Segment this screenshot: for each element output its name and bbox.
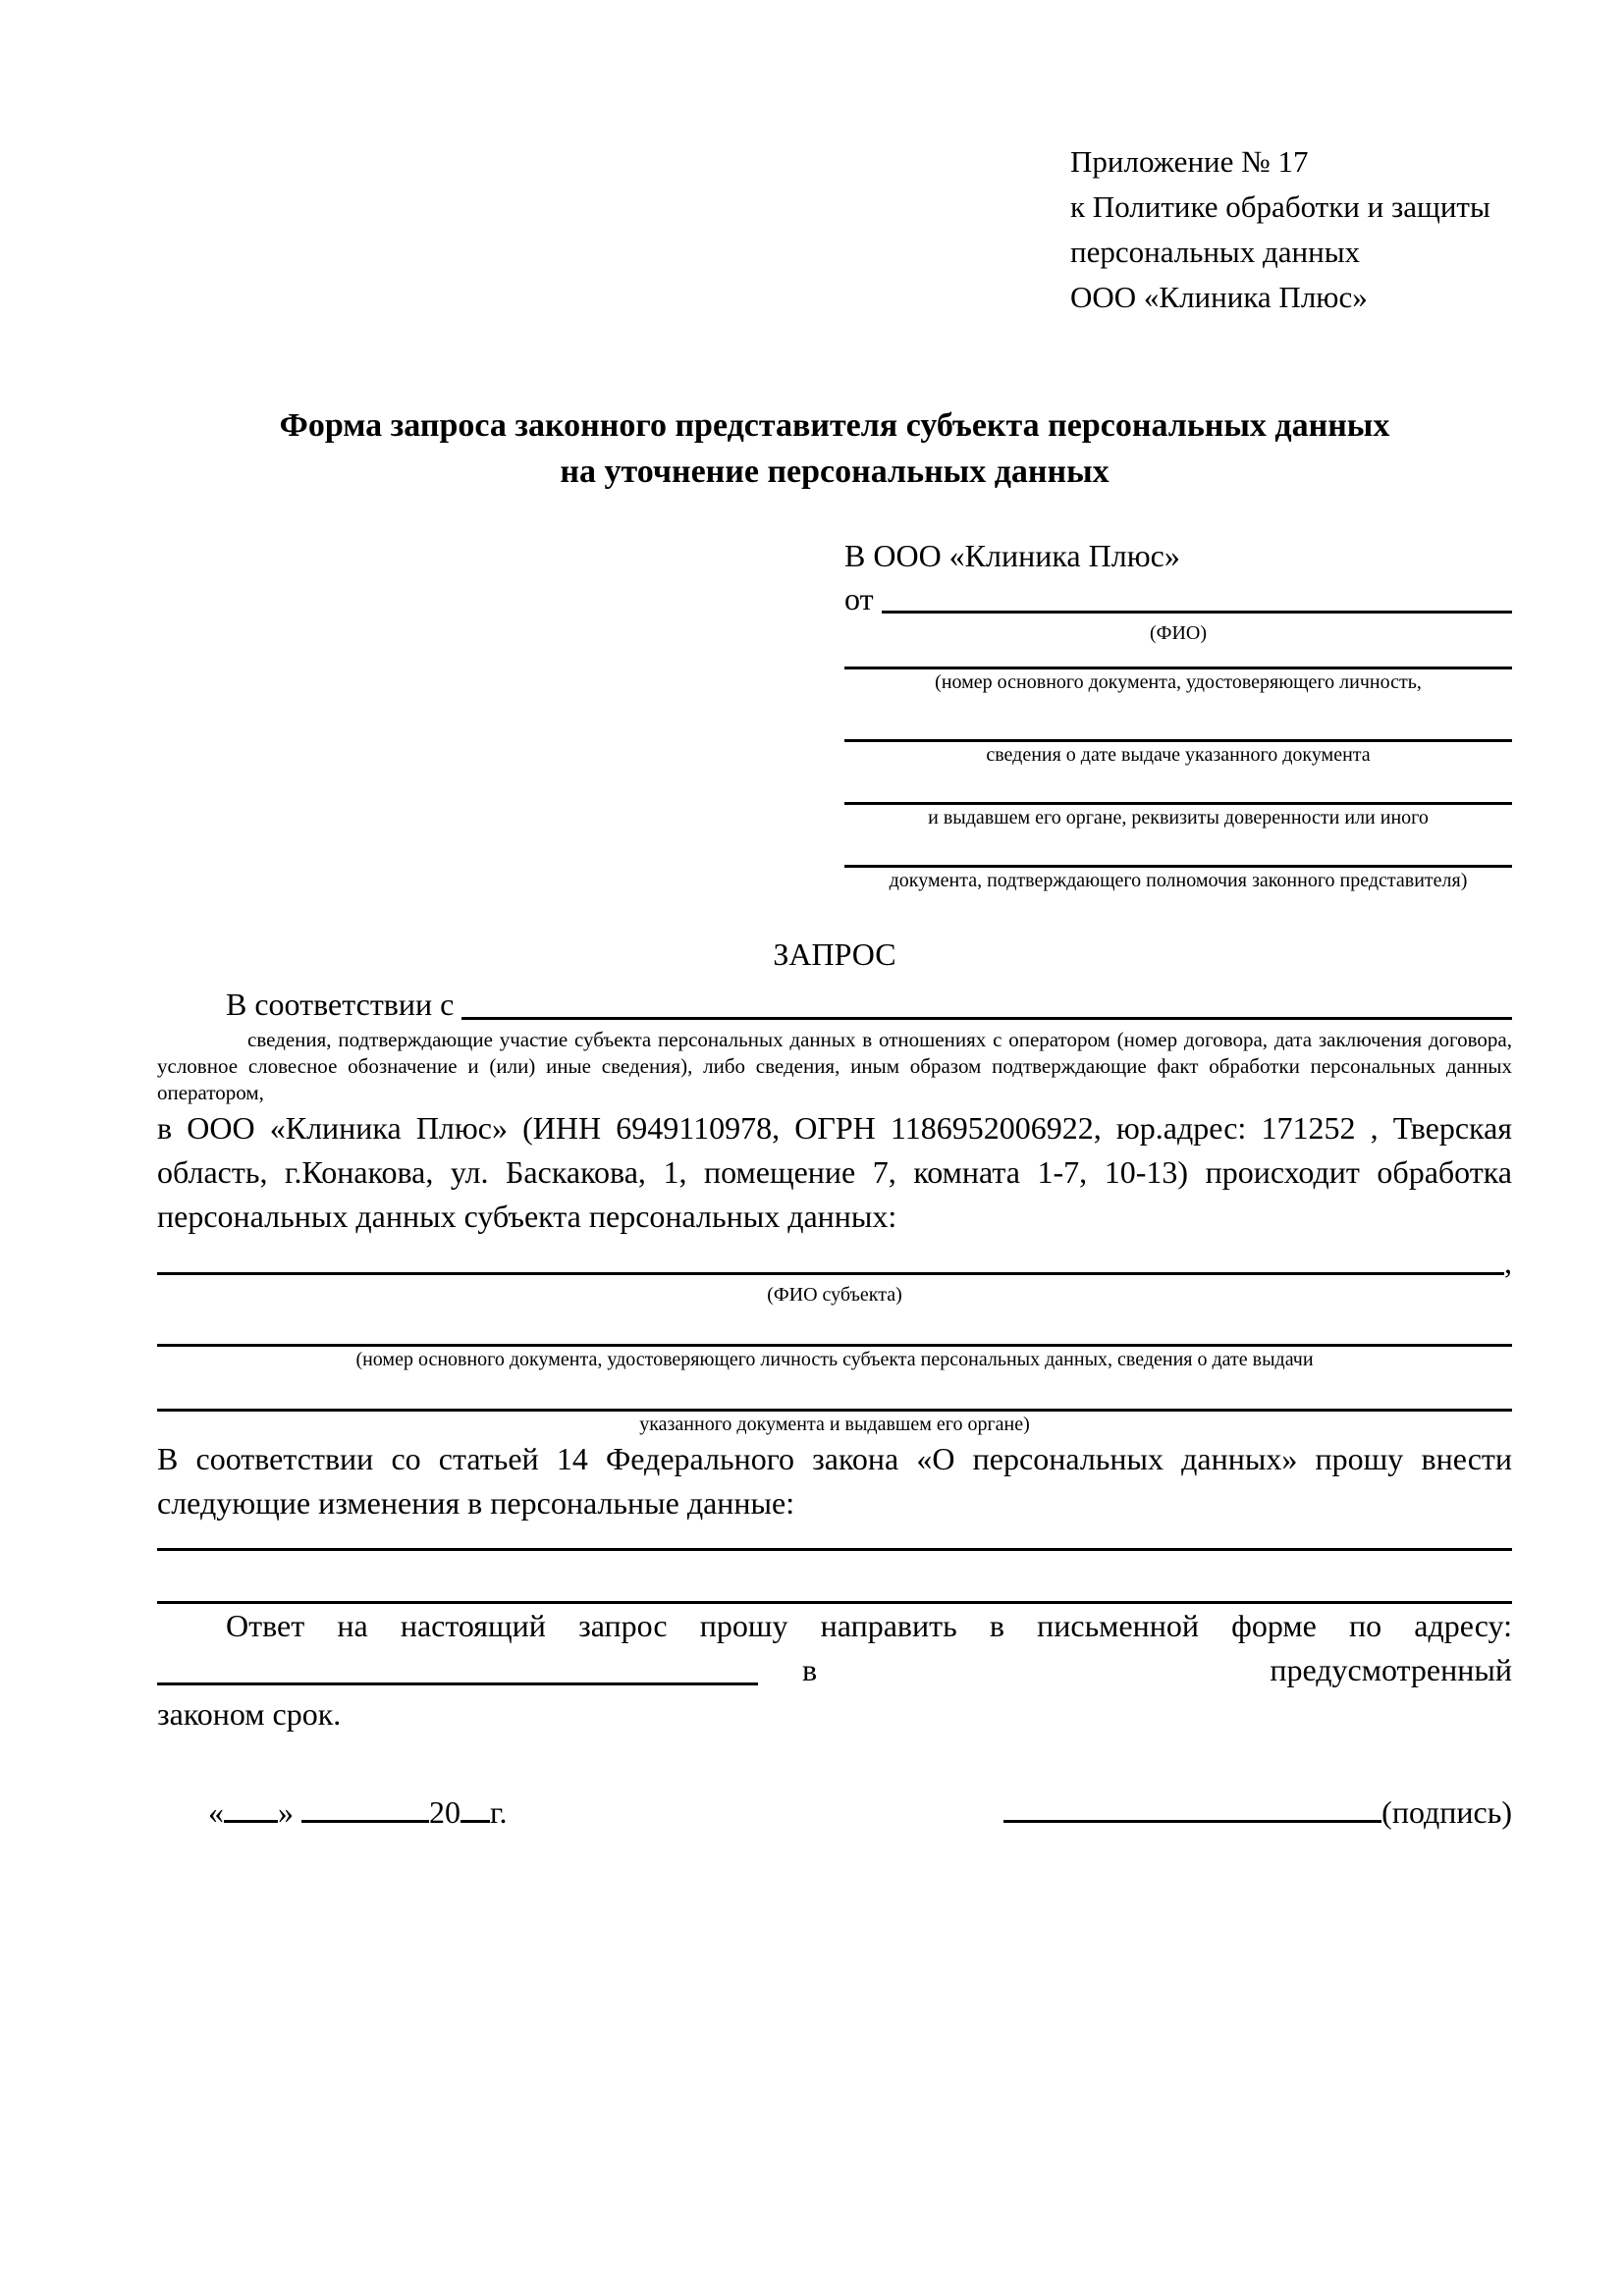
appendix-header-line: Приложение № 17 xyxy=(1070,144,1309,179)
appendix-header-line: ООО «Клиника Плюс» xyxy=(1070,280,1368,314)
changes-blank-line xyxy=(157,1551,1512,1604)
year-prefix: 20 xyxy=(429,1794,460,1830)
representative-doc-blank-line xyxy=(844,646,1512,669)
caption-subject-fio: (ФИО субъекта) xyxy=(767,1284,902,1306)
appendix-header-line: персональных данных xyxy=(1070,235,1361,269)
caption-doc1: (номер основного документа, удостоверяющего личность, xyxy=(935,671,1422,693)
intro-prefix: В соответствии с xyxy=(226,987,462,1022)
day-blank xyxy=(224,1794,278,1823)
intro-row xyxy=(157,983,1512,1027)
response-word-v: в xyxy=(802,1652,818,1687)
appendix-header-line: к Политике обработки и защиты xyxy=(1070,189,1490,224)
caption-subject-doc1: (номер основного документа, удостоверяющего личность субъекта персональных данных, сведения о дате выдачи xyxy=(355,1349,1314,1370)
changes-blank-line xyxy=(157,1525,1512,1551)
subject-fio-row xyxy=(157,1243,1512,1282)
appendix-header xyxy=(1070,139,1512,320)
representative-doc-blank-line xyxy=(844,695,1512,742)
caption-doc3: и выдавшем его органе, реквизиты доверенности или иного xyxy=(928,807,1429,828)
representative-doc-blank-line xyxy=(844,768,1512,805)
footnote-text: сведения, подтверждающие участие субъекта персональных данных в отношениях с оператором (номер договора, дата заключения договора, условное словесное обозначение и (или) иные сведения), либо сведения, иным образом подтверждающие факт обработки персональных данных оператором, xyxy=(157,1028,1512,1104)
response-line1: Ответ на настоящий запрос прошу направить в письменной форме по адресу: xyxy=(226,1608,1512,1643)
caption-doc2: сведения о дате выдаче указанного документа xyxy=(986,744,1371,766)
date-signature-row xyxy=(157,1790,1512,1835)
addressee-from-row xyxy=(844,577,1512,620)
law-paragraph: В соответствии со статьей 14 Федерального закона «О персональных данных» прошу внести следующие изменения в персональные данные: xyxy=(157,1441,1512,1521)
subject-doc-blank-line xyxy=(157,1372,1512,1412)
quote-close: » xyxy=(278,1794,294,1830)
year-blank xyxy=(460,1794,490,1823)
response-end: законом срок. xyxy=(157,1696,342,1732)
address-blank-line xyxy=(157,1682,758,1685)
caption-signature: (подпись) xyxy=(1381,1794,1512,1830)
signature-field xyxy=(1003,1790,1512,1835)
caption-doc4: документа, подтверждающего полномочия законного представителя) xyxy=(889,870,1468,891)
from-label: от xyxy=(844,581,882,616)
representative-doc-blank-line xyxy=(844,830,1512,868)
subject-fio-blank-line xyxy=(157,1272,1504,1275)
subject-doc-blank-line xyxy=(157,1308,1512,1347)
response-address-row xyxy=(157,1648,1512,1692)
basis-blank-line xyxy=(461,1017,1512,1020)
month-blank xyxy=(301,1794,429,1823)
quote-open: « xyxy=(208,1794,224,1830)
request-heading: ЗАПРОС xyxy=(773,936,896,972)
response-word-last: предусмотренный xyxy=(1270,1652,1512,1687)
document-title xyxy=(157,402,1512,495)
document-title-line2: на уточнение персональных данных xyxy=(560,454,1110,490)
from-fio-blank-line xyxy=(882,611,1512,614)
date-field xyxy=(157,1790,508,1835)
addressee-to: В ООО «Клиника Плюс» xyxy=(844,538,1180,573)
document-title-line1: Форма запроса законного представителя субъекта персональных данных xyxy=(279,407,1390,444)
addressee-block xyxy=(844,534,1512,893)
year-suffix: г. xyxy=(490,1794,508,1830)
caption-fio: (ФИО) xyxy=(1149,622,1207,644)
trailing-comma: , xyxy=(1504,1245,1512,1280)
operator-paragraph: в ООО «Клиника Плюс» (ИНН 6949110978, ОГРН 1186952006922, юр.адрес: 171252 , Тверская область, г.Конакова, ул. Баскакова, 1, помещение 7, комната 1-7, 10-13) происходит обработка персональных данных субъекта персональных данных: xyxy=(157,1110,1512,1234)
caption-subject-doc2: указанного документа и выдавшем его органе) xyxy=(639,1414,1030,1435)
signature-blank-line xyxy=(1003,1794,1381,1823)
